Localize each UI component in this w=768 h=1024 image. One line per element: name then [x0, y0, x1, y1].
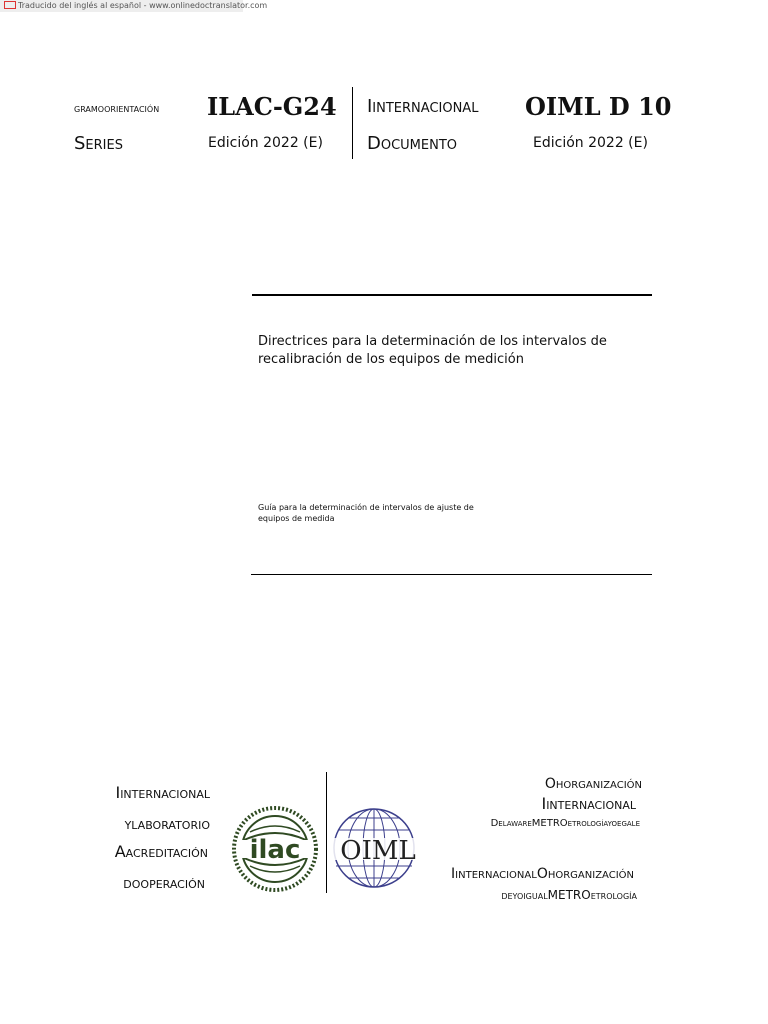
- logo-divider: [326, 772, 327, 893]
- oiml-name-line-1: Ohorganización: [544, 776, 642, 792]
- title-bottom-rule: [251, 574, 652, 575]
- oiml-english-line-2: deyoigualMETROetrología: [501, 888, 637, 902]
- header-divider: [352, 87, 353, 159]
- title-top-rule: [252, 294, 652, 296]
- translator-icon: [4, 1, 16, 9]
- title-line-2: recalibración de los equipos de medición: [258, 352, 524, 367]
- subtitle-line-1: Guía para la determinación de intervalos de ajuste de: [258, 503, 474, 512]
- ilac-logo-text: ilac: [249, 835, 301, 865]
- ilac-edition: Edición 2022 (E): [208, 135, 323, 151]
- oiml-edition: Edición 2022 (E): [533, 135, 648, 151]
- title-line-1: Directrices para la determinación de los intervalos de: [258, 334, 607, 349]
- oiml-english-line-1: IinternacionalOhorganización: [451, 866, 634, 882]
- ilac-name-line-2: ylaboratorio: [124, 814, 210, 833]
- ilac-name-line-4: dooperación: [123, 873, 205, 892]
- doc-line-1: Iinternacional: [367, 96, 479, 117]
- doc-line-2: Documento: [367, 133, 458, 154]
- series-line-1: gramoorientación: [74, 101, 160, 115]
- ilac-logo: [232, 806, 318, 892]
- ilac-name-line-3: Aacreditación: [114, 842, 208, 861]
- translator-banner[interactable]: [0, 0, 268, 12]
- oiml-name-line-2: Iinternacional: [541, 794, 636, 813]
- oiml-name-line-3: DelawareMETROetrologíayoegale: [490, 818, 640, 829]
- ilac-name-line-1: Iinternacional: [115, 783, 210, 802]
- series-line-2: Series: [74, 133, 123, 154]
- oiml-logo-text: OIML: [340, 836, 416, 866]
- document-subtitle: [258, 502, 474, 524]
- banner-text: Traducido del inglés al español - www.onlinedoctranslator.com: [18, 1, 268, 10]
- subtitle-line-2: equipos de medida: [258, 514, 335, 523]
- document-title: [258, 333, 607, 369]
- oiml-logo: [330, 806, 426, 890]
- ilac-code: ILAC-G24: [207, 92, 337, 121]
- oiml-code: OIML D 10: [525, 92, 672, 121]
